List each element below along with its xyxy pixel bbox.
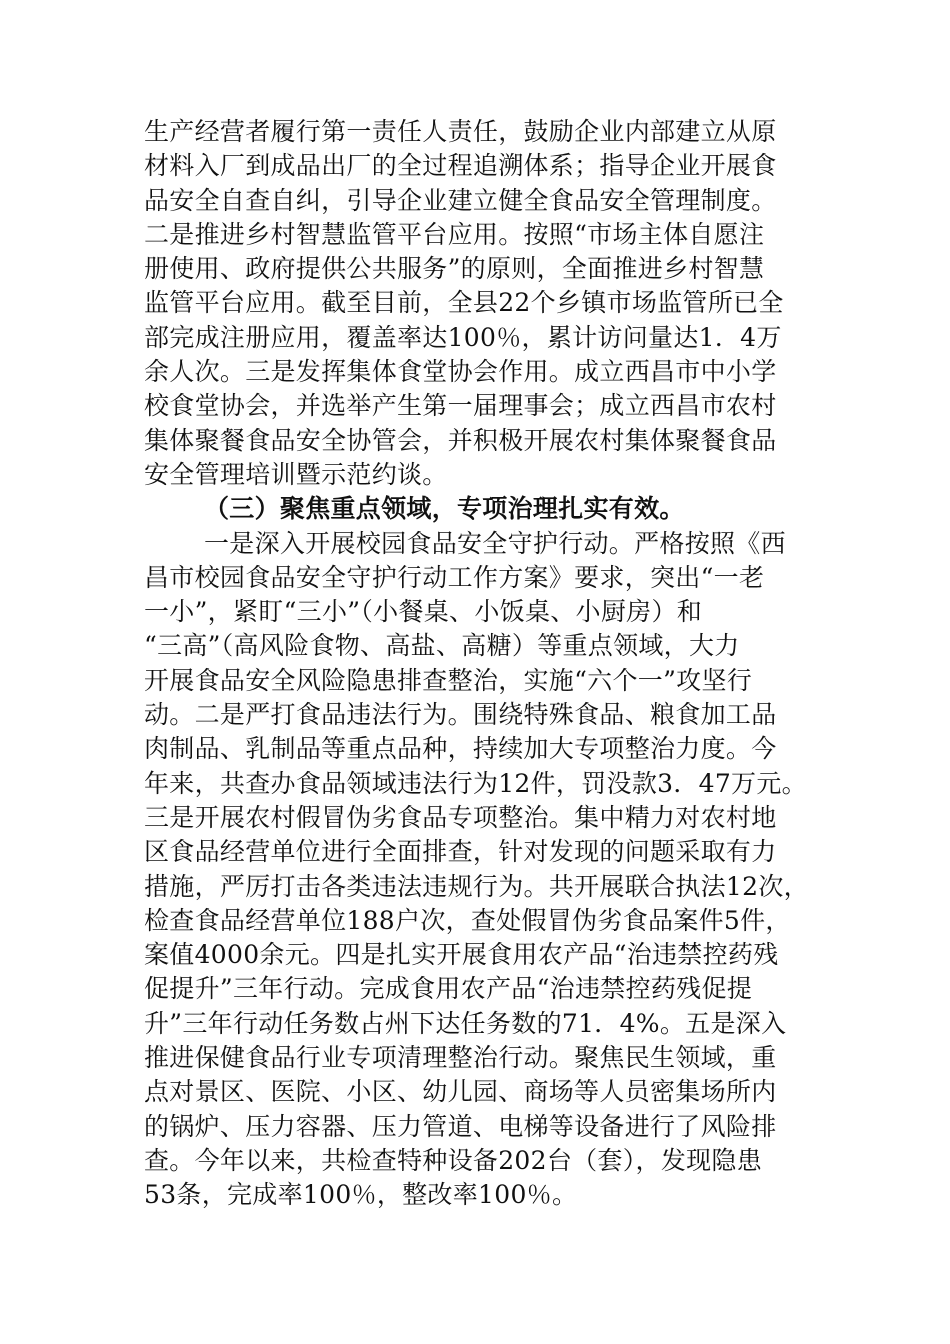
paragraph-line: 区食品经营单位进行全面排查，针对发现的问题采取有力 (144, 837, 777, 867)
paragraph-line: 年来，共查办食品领域违法行为12件，罚没款3．47万元。 (144, 768, 807, 798)
paragraph-line: 材料入厂到成品出厂的全过程追溯体系；指导企业开展食 (144, 151, 777, 181)
paragraph-line: 案值4000余元。四是扎实开展食用农产品“治违禁控药残 (144, 940, 779, 970)
paragraph-line: 促提升”三年行动。完成食用农产品“治违禁控药残促提 (144, 974, 753, 1004)
paragraph-line: 校食堂协会，并选举产生第一届理事会；成立西昌市农村 (144, 391, 777, 421)
paragraph-line: 开展食品安全风险隐患排查整治，实施“六个一”攻坚行 (144, 665, 753, 695)
paragraph-line: 的锅炉、压力容器、压力管道、电梯等设备进行了风险排 (144, 1111, 777, 1141)
paragraph-line: “三高”（高风险食物、高盐、高糖）等重点领域，大力 (144, 631, 740, 661)
paragraph-line: 推进保健食品行业专项清理整治行动。聚焦民生领域，重 (144, 1043, 777, 1073)
paragraph-line: 生产经营者履行第一责任人责任，鼓励企业内部建立从原 (144, 117, 777, 146)
paragraph-line: 部完成注册应用，覆盖率达100％，累计访问量达1．4万 (144, 322, 782, 352)
paragraph-line: 三是开展农村假冒伪劣食品专项整治。集中精力对农村地 (144, 802, 777, 832)
paragraph-line: 监管平台应用。截至目前，全县22个乡镇市场监管所已全 (144, 288, 784, 318)
paragraph-line: 肉制品、乳制品等重点品种，持续加大专项整治力度。今 (144, 734, 777, 764)
paragraph-line: 余人次。三是发挥集体食堂协会作用。成立西昌市中小学 (144, 357, 777, 387)
paragraph-line: 安全管理培训暨示范约谈。 (144, 459, 448, 489)
paragraph-line: 查。今年以来，共检查特种设备202台（套），发现隐患 (144, 1145, 763, 1175)
paragraph-line: 册使用、政府提供公共服务”的原则，全面推进乡村智慧 (144, 254, 765, 284)
document-body (144, 115, 824, 1213)
paragraph-line: 升”三年行动任务数占州下达任务数的71．4%。五是深入 (144, 1008, 787, 1038)
paragraph-line: 点对景区、医院、小区、幼儿园、商场等人员密集场所内 (144, 1077, 777, 1107)
paragraph-line: 动。二是严打食品违法行为。围绕特殊食品、粮食加工品 (144, 700, 777, 730)
paragraph-line: 昌市校园食品安全守护行动工作方案》要求，突出“一老 (144, 562, 765, 592)
paragraph-line: 检查食品经营单位188户次，查处假冒伪劣食品案件5件， (144, 905, 791, 935)
paragraph-line: 品安全自查自纠，引导企业建立健全食品安全管理制度。 (144, 185, 777, 215)
paragraph-line: 一小”，紧盯“三小”（小餐桌、小饭桌、小厨房）和 (144, 597, 703, 627)
paragraph-line: 二是推进乡村智慧监管平台应用。按照“市场主体自愿注 (144, 219, 765, 249)
paragraph-first-line: 一是深入开展校园食品安全守护行动。严格按照《西 (204, 528, 786, 558)
paragraph-line: 措施，严厉打击各类违法违规行为。共开展联合执法12次， (144, 871, 809, 901)
paragraph-line: 集体聚餐食品安全协管会，并积极开展农村集体聚餐食品 (144, 425, 777, 455)
paragraph-line: 53条，完成率100％，整改率100％。 (144, 1180, 578, 1210)
section-heading: （三）聚焦重点领域，专项治理扎实有效。 (204, 494, 685, 524)
